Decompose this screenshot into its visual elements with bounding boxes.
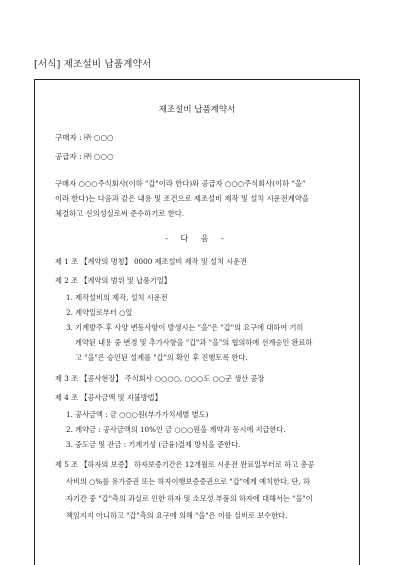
article-text: 【계약의 범위 및 납품기일】 (80, 276, 171, 285)
article-number: 제 5 조 (55, 460, 79, 469)
intro-line: 이라 한다)는 다음과 같은 내용 및 조건으로 제조설비 제작 및 설치 시운전계약을 (55, 194, 309, 203)
article-text: 【공사현장】 주식회사 ○○○○, ○○○도 ○○군 생산 공장 (80, 374, 265, 383)
article-item-continued: 계약된 내용 중 변경 및 추가사항을 "갑"과 "을"의 협의하에 선계승인 완료하 (75, 338, 313, 347)
article-text: 【하자의 보증】 하자보증기간은 12개월로 시운전 완료일부터로 하고 총공 (80, 460, 315, 469)
article-item: 3. 기계발주 후 사양 변동사항이 발생시는 "을"은 "갑"의 요구에 대하여 기히 (66, 323, 304, 332)
article-4 (55, 388, 361, 407)
intro-paragraph (55, 174, 355, 223)
article-3 (55, 369, 361, 388)
article-item-continued: 고 "을"은 승인된 설계를 "갑"의 확인 후 진행토록 한다. (75, 353, 248, 362)
article-1 (55, 252, 361, 271)
article-text: 【공사금액 및 지불방법】 (80, 393, 162, 402)
buyer-line: 구매자 : ㈜ ○○○ (55, 133, 114, 142)
section-divider: - 다 음 - (165, 234, 229, 243)
article-item: 2. 계약금 : 공사금액의 10%인 금 ○○○원을 계약과 동시에 지급한다. (66, 425, 286, 434)
article-number: 제 3 조 (55, 374, 79, 383)
article-number: 제 4 조 (55, 393, 79, 402)
article-item: 1. 공사금액 : 금 ○○○원(부가가치세별 별도) (66, 410, 209, 419)
article-2 (55, 271, 361, 290)
document-box (34, 79, 360, 565)
article-list (55, 252, 361, 524)
intro-line: 구매자 ○○○주식회사(이하 "갑"이라 한다)와 공급자 ○○○주식회사(이하 "을" (55, 179, 306, 188)
article-5-line: 자기간 중 "갑"측의 과실로 인한 하자 및 소모성 부품의 하자에 대해서는 "을"이 (66, 494, 313, 503)
document-title: 제조설비 납품계약서 (158, 105, 236, 115)
article-item: 3. 중도금 및 잔금 : 기계기성 (금융)결제 방식을 준한다. (66, 440, 241, 449)
article-number: 제 2 조 (55, 276, 79, 285)
article-5-line: 책임지지 아니하고 "갑"측의 요구에 의해 "을"은 이를 실비로 보수한다. (66, 511, 288, 520)
article-item: 2. 계약일로부터 ○일 (66, 308, 133, 317)
form-label: [서식] 제조설비 납품계약서 (34, 59, 152, 70)
article-5-line: 사비의 ○%를 유가증권 또는 하자이행보증증권으로 "갑"에게 예치한다. 단, 하 (66, 477, 310, 486)
article-5 (55, 456, 361, 524)
article-number: 제 1 조 (55, 257, 79, 266)
article-5-line (55, 456, 361, 473)
article-item: 1. 제작설비의 제작, 설치 시운전 (66, 293, 168, 302)
supplier-line: 공급자 : ㈜ ○○○ (55, 152, 114, 161)
intro-line: 체결하고 신의성실로써 준수하기로 한다. (55, 209, 185, 218)
article-text: 【계약의 명칭】 0000 제조설비 제작 및 설치 시운전 (80, 257, 248, 266)
